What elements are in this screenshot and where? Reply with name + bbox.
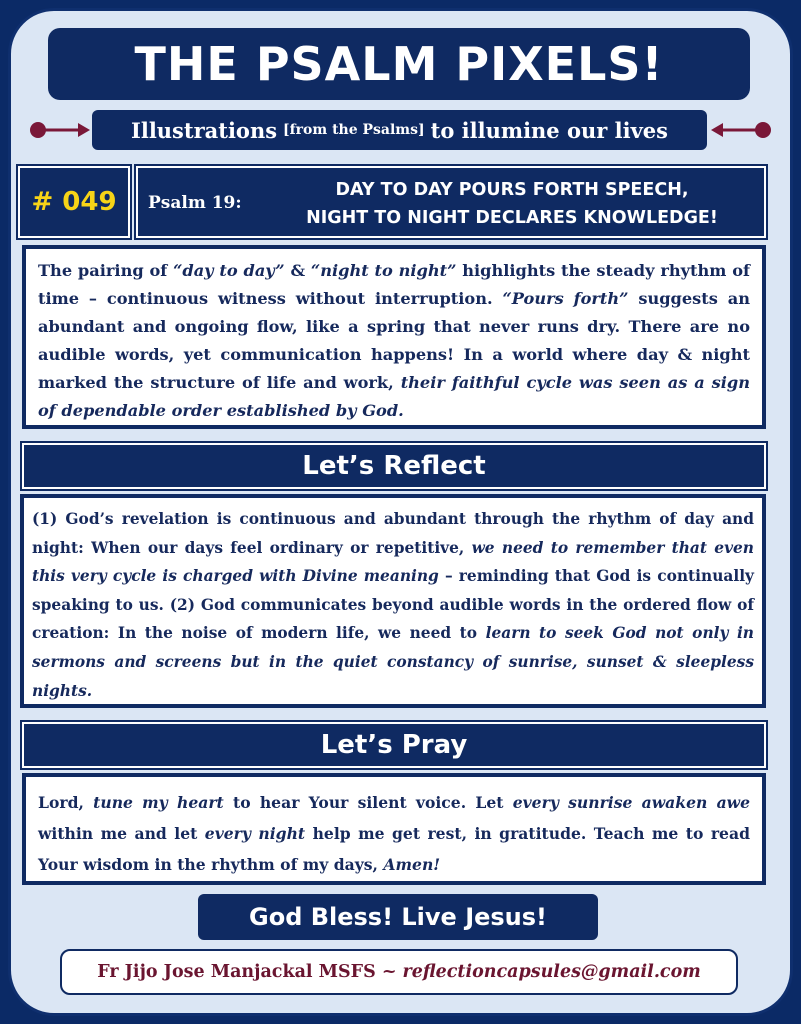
prayer-text: help me get rest, in gratitude. Teach me to read Your wisdom in the rhythm of my days,	[38, 824, 750, 874]
intro-text: highlights the steady rhythm of time – continuous witness without interruption.	[38, 261, 750, 308]
intro-emphasis: “day to day”	[173, 261, 285, 280]
arrow-right-icon	[28, 118, 90, 142]
subtitle-text-end: to illumine our lives	[430, 117, 668, 143]
title-banner	[48, 28, 750, 100]
reflect-emphasis: we need to remember that even this very cycle is charged with Divine meaning	[32, 538, 754, 586]
prayer-emphasis: tune my heart	[93, 793, 224, 812]
psalm-heading-line-1: DAY TO DAY POURS FORTH SPEECH,	[335, 180, 689, 200]
prayer-emphasis: Amen!	[383, 855, 441, 874]
blessing-text: God Bless! Live Jesus!	[249, 903, 547, 931]
psalm-number-badge	[18, 166, 130, 238]
reflect-text: – reminding that God is continually speaking to us. (2) God communicates beyond audible words in the ordered flow of creation: In the noise of modern life, we need to	[32, 567, 754, 643]
author-footer	[60, 949, 738, 995]
arrow-left-icon	[711, 118, 773, 142]
blessing-banner	[198, 894, 598, 940]
intro-emphasis: their faithful cycle was seen as a sign of dependable order established by God.	[38, 373, 750, 420]
author-name: Fr Jijo Jose Manjackal MSFS ~	[97, 962, 397, 982]
page-title: THE PSALM PIXELS!	[134, 37, 664, 91]
intro-text: &	[284, 261, 311, 280]
intro-emphasis: “night to night”	[310, 261, 457, 280]
prayer-text: to hear Your silent voice. Let	[223, 793, 513, 812]
psalm-heading	[262, 176, 762, 232]
psalm-heading-line-2: NIGHT TO NIGHT DECLARES KNOWLEDGE!	[306, 208, 718, 228]
subtitle-banner	[92, 110, 707, 150]
psalm-reference: Psalm 19:	[148, 193, 242, 213]
reflect-emphasis: learn to seek God not only in sermons and screens but in the quiet constancy of sunrise, sunset & sleepless nights.	[32, 624, 754, 700]
pray-title: Let’s Pray	[320, 730, 468, 760]
reflect-paragraph	[20, 494, 766, 708]
reflect-header	[22, 443, 766, 489]
pray-header	[22, 722, 766, 768]
prayer-text: Lord,	[38, 793, 94, 812]
prayer-emphasis: every night	[204, 824, 306, 843]
intro-emphasis: “Pours forth”	[502, 289, 629, 308]
intro-paragraph	[22, 245, 766, 429]
reflect-text: (1) God’s revelation is continuous and abundant through the rhythm of day and night: When our days feel ordinary or repetitive,	[32, 510, 754, 557]
prayer-text: within me and let	[38, 824, 205, 843]
author-email: reflectioncapsules@gmail.com	[402, 962, 701, 982]
reflect-title: Let’s Reflect	[302, 451, 486, 481]
subtitle-text-start: Illustrations	[131, 117, 278, 143]
psalm-number: # 049	[31, 187, 117, 217]
prayer-emphasis: every sunrise awaken awe	[512, 793, 751, 812]
intro-text: The pairing of	[38, 261, 174, 280]
intro-text: suggests an abundant and ongoing flow, like a spring that never runs dry. There are no audible words, yet communication happens! In a world where day & night marked the structure of life and work,	[38, 289, 750, 392]
prayer-paragraph	[22, 773, 766, 885]
subtitle-row	[26, 110, 775, 150]
psalm-heading-box	[136, 166, 766, 238]
subtitle-text-small: [from the Psalms]	[283, 122, 425, 138]
